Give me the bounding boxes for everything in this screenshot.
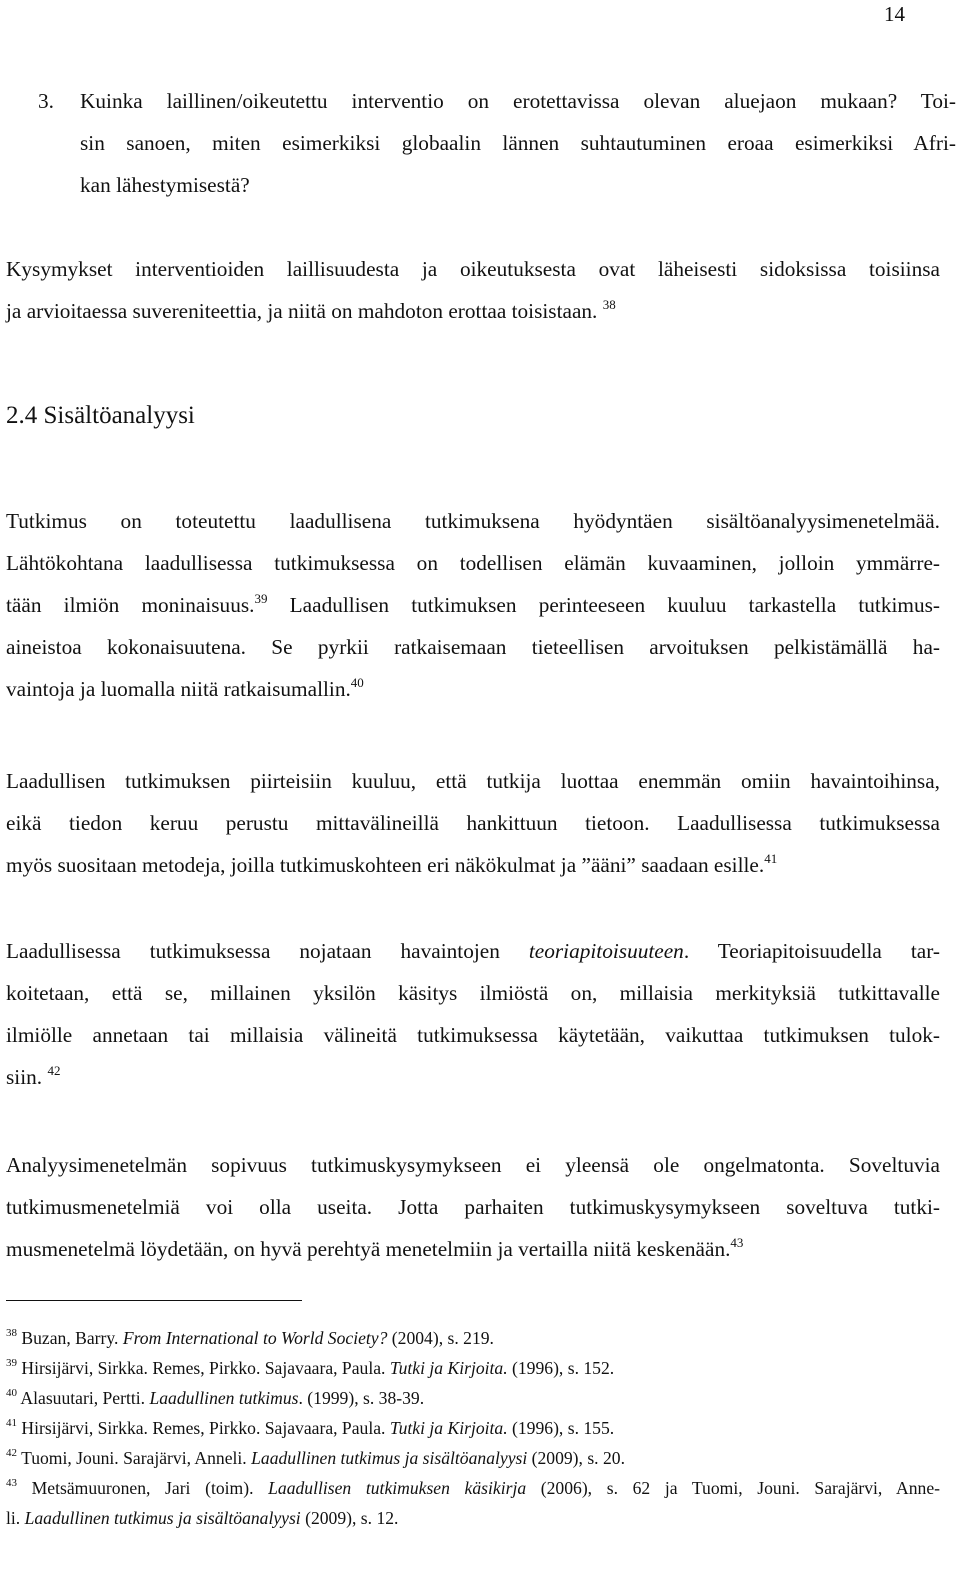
paragraph-4 <box>6 930 940 1098</box>
text-line: koitetaan, että se, millainen yksilön käsitys ilmiöstä on, millaisia merkityksiä tutkittavalle <box>6 981 940 1005</box>
footnote-number: 43 <box>6 1477 17 1489</box>
text-line <box>6 668 940 710</box>
text-line: Analyysimenetelmän sopivuus tutkimuskysymykseen ei yleensä ole ongelmatonta. Soveltuvia <box>6 1153 940 1177</box>
italic-title: Tutki ja Kirjoita. <box>389 1358 508 1378</box>
footnote <box>6 1413 940 1443</box>
footnote-number: 41 <box>6 1417 17 1429</box>
text-line: ilmiölle annetaan tai millaisia välineitä tutkimuksessa käytetään, vaikuttaa tutkimuksen tulok- <box>6 1023 940 1047</box>
text-run: myös suositaan metodeja, joilla tutkimuskohteen eri näkökulmat ja ”ääni” saadaan esille. <box>6 853 765 877</box>
footnote-ref[interactable]: 41 <box>764 851 778 866</box>
page-number: 14 <box>884 2 905 26</box>
text-run: tään ilmiön moninaisuus. <box>6 593 255 617</box>
footnote-ref[interactable]: 40 <box>350 675 364 690</box>
paragraph-2 <box>6 500 940 710</box>
text-run: (2009), s. 20. <box>527 1448 625 1468</box>
text-run: (2009), s. 12. <box>300 1508 399 1528</box>
text-line <box>6 1228 940 1270</box>
text-run: Hirsijärvi, Sirkka. Remes, Pirkko. Sajavaara, Paula. <box>17 1418 390 1438</box>
text-run: (2004), s. 219. <box>387 1328 494 1348</box>
text-line: kan lähestymisestä? <box>80 173 250 197</box>
text-run: li. <box>6 1508 25 1528</box>
italic-title: Laadullisen tutkimuksen käsikirja <box>268 1478 527 1498</box>
text-run: Hirsijärvi, Sirkka. Remes, Pirkko. Sajavaara, Paula. <box>17 1358 390 1378</box>
footnote <box>6 1323 940 1353</box>
text-line: Lähtökohtana laadullisessa tutkimuksessa on todellisen elämän kuvaaminen, jolloin ymmärre- <box>6 551 940 575</box>
footnote <box>6 1473 940 1503</box>
footnote-ref[interactable]: 38 <box>602 297 616 312</box>
text-line: sin sanoen, miten esimerkiksi globaalin lännen suhtautuminen eroaa esimerkiksi Afri- <box>80 131 956 155</box>
text-run: Laadullisessa tutkimuksessa nojataan havaintojen <box>6 939 529 963</box>
paragraph-3 <box>6 760 940 886</box>
footnote <box>6 1443 940 1473</box>
text-run: siin. <box>6 1065 43 1089</box>
italic-title: Tutki ja Kirjoita. <box>389 1418 508 1438</box>
question-text <box>80 80 956 206</box>
footnote-number: 38 <box>6 1327 17 1339</box>
section-heading: 2.4 Sisältöanalyysi <box>6 402 195 429</box>
footnote-separator <box>6 1300 302 1301</box>
text-run: musmenetelmä löydetään, on hyvä perehtyä menetelmiin ja vertailla niitä keskenään. <box>6 1237 731 1261</box>
paragraph-5 <box>6 1144 940 1270</box>
text-line: Kuinka laillinen/oikeutettu interventio on erotettavissa olevan aluejaon mukaan? Toi- <box>80 89 956 113</box>
text-run: vaintoja ja luomalla niitä ratkaisumallin. <box>6 677 351 701</box>
text-line: Tutkimus on toteutettu laadullisena tutkimuksena hyödyntäen sisältöanalyysimenetelmää. <box>6 509 940 533</box>
text-line <box>6 584 940 626</box>
text-run: (1996), s. 152. <box>507 1358 615 1378</box>
text-run: Metsämuuronen, Jari (toim). <box>17 1478 269 1498</box>
text-run: ja arvioitaessa suvereniteettia, ja niitä on mahdoton erottaa toisistaan. <box>6 299 598 323</box>
footnotes <box>6 1323 940 1533</box>
text-run: Buzan, Barry. <box>17 1328 123 1348</box>
footnote <box>6 1383 940 1413</box>
text-line <box>6 1056 940 1098</box>
text-run: (1996), s. 155. <box>507 1418 615 1438</box>
text-run: . (1999), s. 38-39. <box>298 1388 425 1408</box>
footnote <box>6 1353 940 1383</box>
footnote-ref[interactable]: 43 <box>730 1235 744 1250</box>
italic-title: Laadullinen tutkimus ja sisältöanalyysi <box>251 1448 528 1468</box>
text-line: aineistoa kokonaisuutena. Se pyrkii ratkaisemaan tieteellisen arvoituksen pelkistämällä ha- <box>6 635 940 659</box>
footnote-number: 42 <box>6 1447 17 1459</box>
footnote-continuation <box>6 1503 940 1533</box>
text-line: Laadullisen tutkimuksen piirteisiin kuuluu, että tutkija luottaa enemmän omiin havaintoihinsa, <box>6 769 940 793</box>
list-number: 3. <box>38 89 54 113</box>
footnote-number: 40 <box>6 1387 17 1399</box>
italic-title: Laadullinen tutkimus <box>149 1388 299 1408</box>
text-line <box>6 930 940 972</box>
italic-title: From International to World Society? <box>122 1328 388 1348</box>
italic-title: Laadullinen tutkimus ja sisältöanalyysi <box>24 1508 301 1528</box>
text-line: tutkimusmenetelmiä voi olla useita. Jotta parhaiten tutkimuskysymykseen soveltuva tutki- <box>6 1195 940 1219</box>
text-run: . Teoriapitoisuudella tar- <box>683 939 940 963</box>
footnote-number: 39 <box>6 1357 17 1369</box>
text-line: eikä tiedon keruu perustu mittavälineillä hankittuun tietoon. Laadullisessa tutkimuksessa <box>6 811 940 835</box>
text-line <box>6 290 940 332</box>
text-run: Laadullisen tutkimuksen perinteeseen kuuluu tarkastella tutkimus- <box>267 593 940 617</box>
text-run: (2006), s. 62 ja Tuomi, Jouni. Sarajärvi, Anne- <box>526 1478 940 1498</box>
text-line: Kysymykset interventioiden laillisuudesta ja oikeutuksesta ovat läheisesti sidoksissa toisiinsa <box>6 257 940 281</box>
paragraph-1 <box>6 248 940 332</box>
text-run: Tuomi, Jouni. Sarajärvi, Anneli. <box>17 1448 252 1468</box>
footnote-ref[interactable]: 42 <box>47 1063 61 1078</box>
footnote-ref[interactable]: 39 <box>254 591 268 606</box>
text-run: Alasuutari, Pertti. <box>17 1388 150 1408</box>
text-line <box>6 844 940 886</box>
italic-term: teoriapitoisuuteen <box>528 939 684 963</box>
